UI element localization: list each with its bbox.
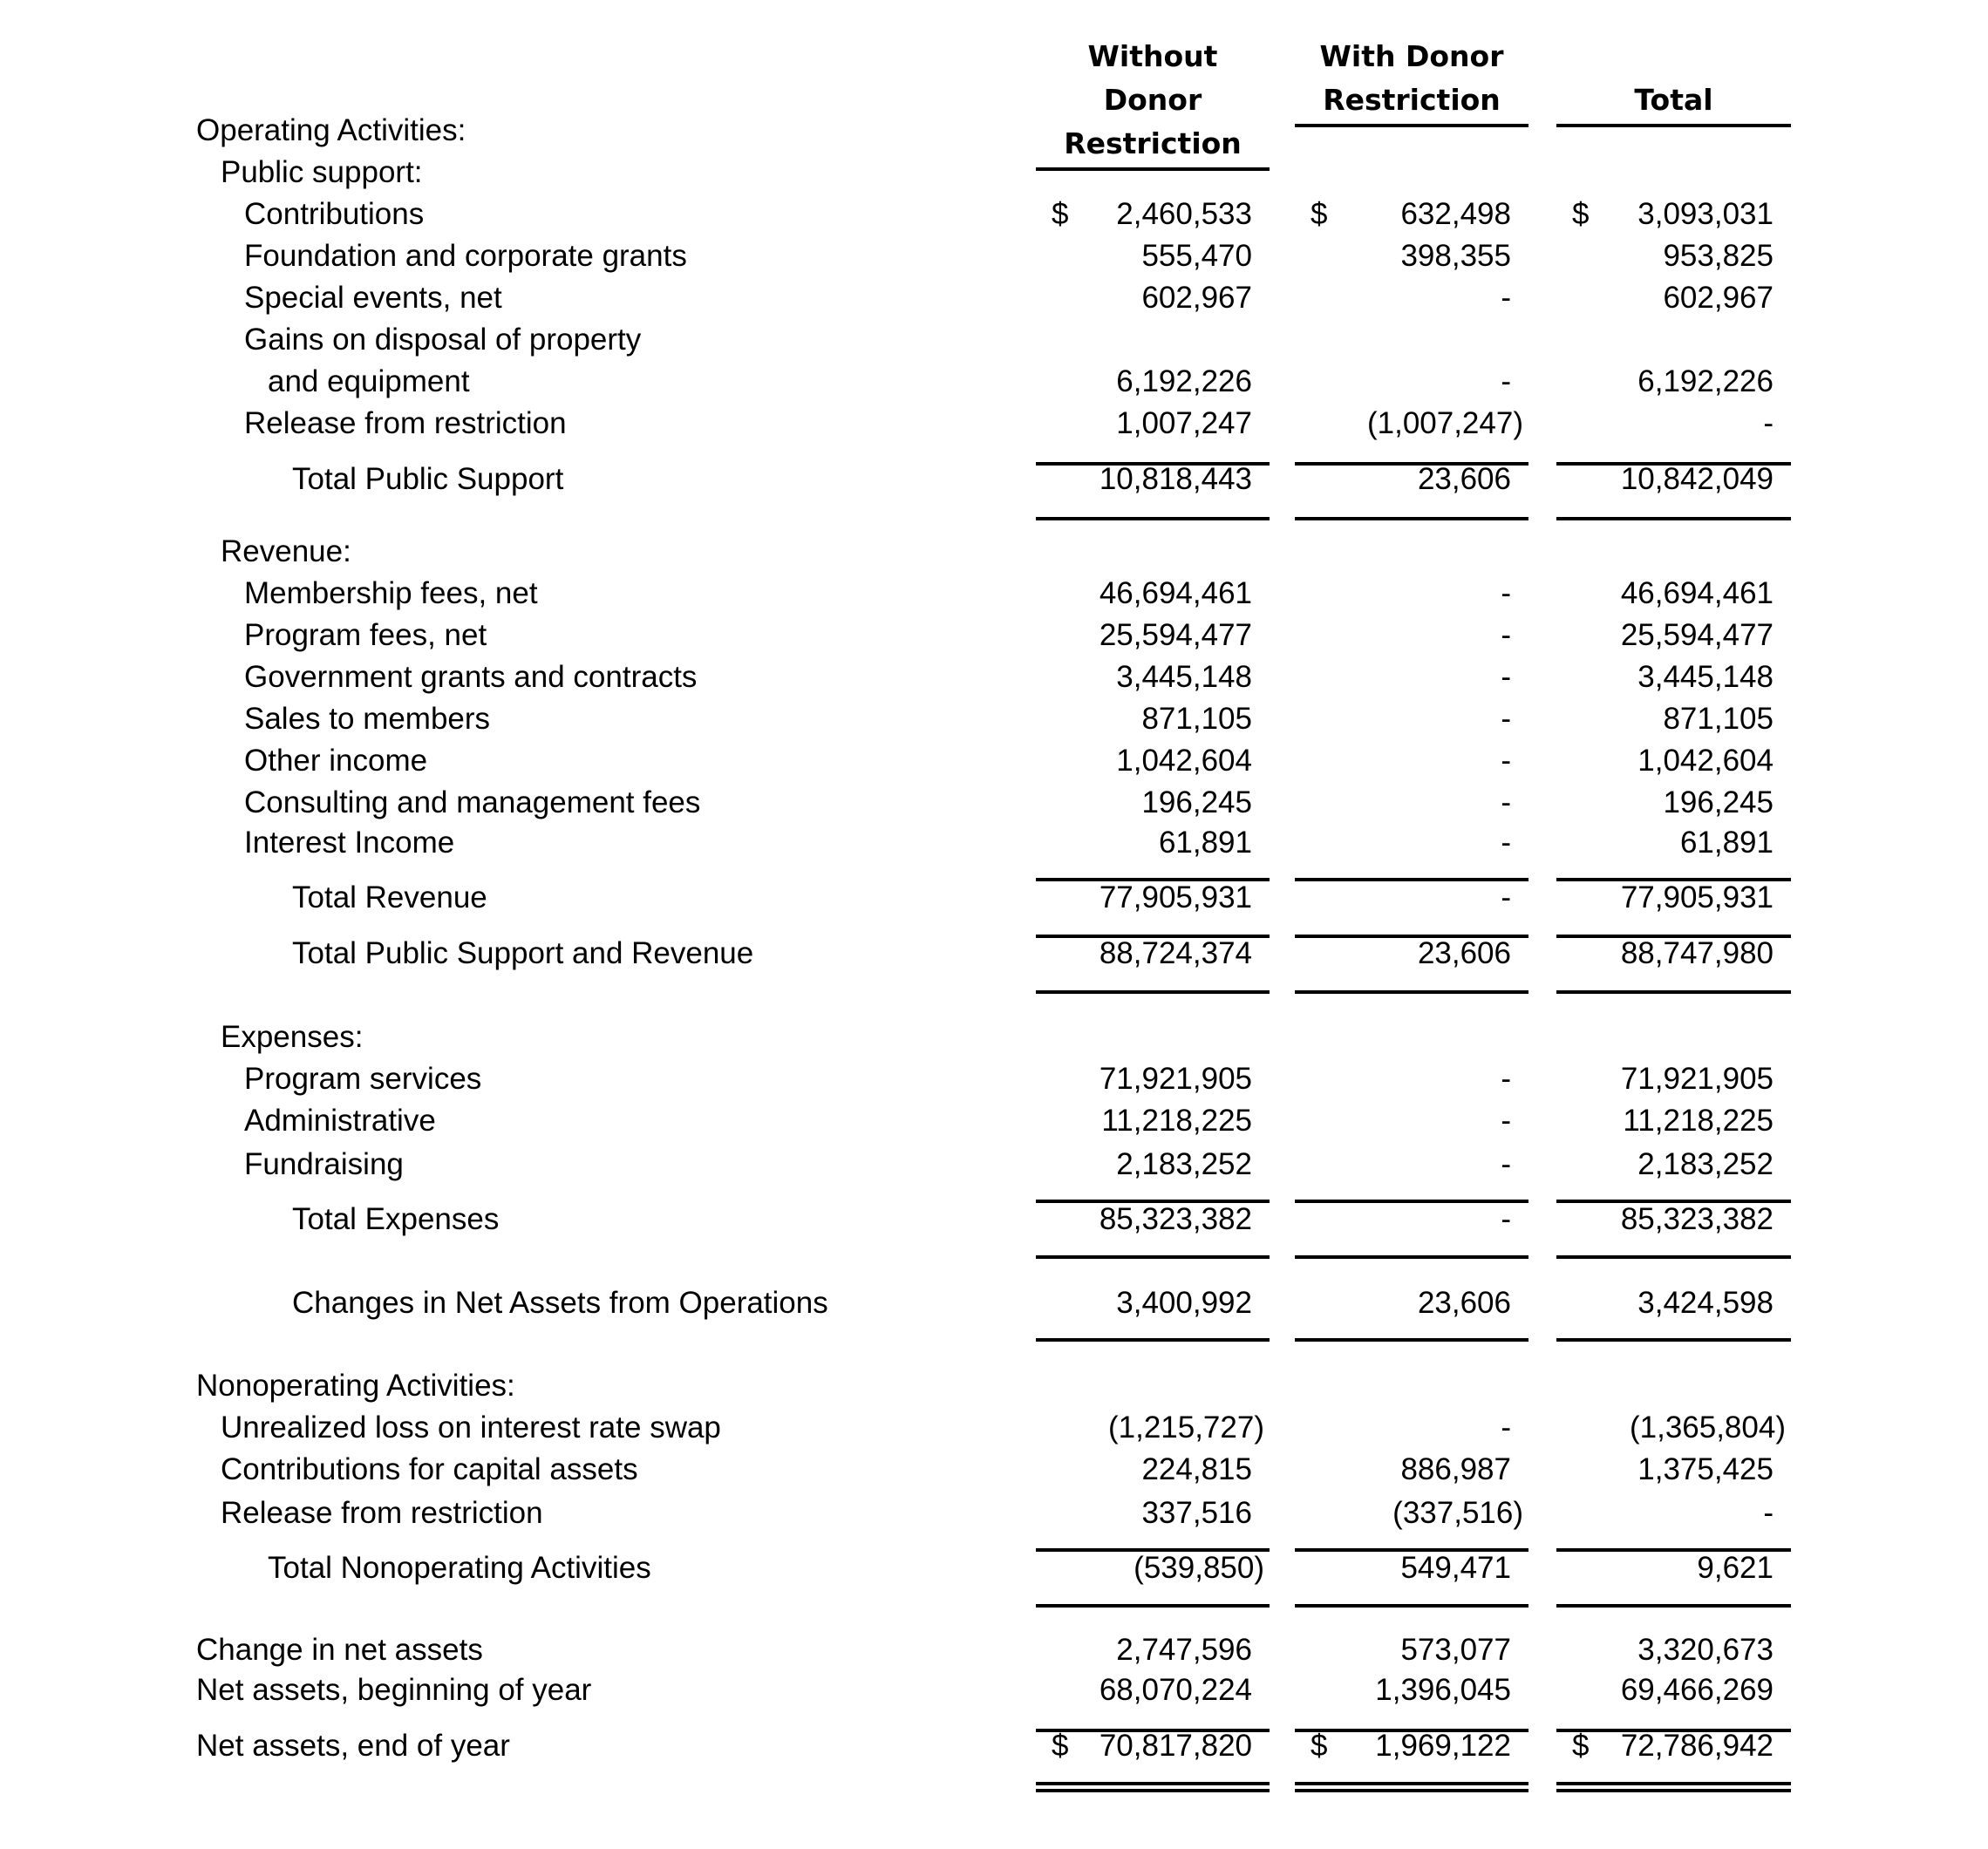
statement-row bbox=[0, 933, 1988, 975]
statement-row bbox=[0, 194, 1988, 235]
amount: 2,183,252 bbox=[1116, 1147, 1252, 1181]
statement-row bbox=[0, 1669, 1988, 1711]
amount: - bbox=[1501, 1104, 1511, 1138]
amount: 71,921,905 bbox=[1620, 1062, 1774, 1096]
statement-row bbox=[0, 1016, 1988, 1058]
amount: 3,445,148 bbox=[1116, 660, 1252, 694]
amount: 10,842,049 bbox=[1620, 462, 1774, 496]
statement-row bbox=[0, 1282, 1988, 1324]
cell-without-donor bbox=[1036, 1725, 1270, 1767]
cell-with-donor bbox=[1295, 1449, 1528, 1491]
cell-without-donor bbox=[1036, 1547, 1270, 1589]
cell-with-donor bbox=[1295, 1058, 1528, 1100]
underline bbox=[1295, 517, 1528, 520]
row-label: Fundraising bbox=[244, 1147, 404, 1181]
amount: (539,850) bbox=[1134, 1551, 1264, 1585]
statement-row bbox=[0, 1547, 1988, 1589]
row-label: Net assets, end of year bbox=[196, 1729, 510, 1763]
cell-total bbox=[1556, 1199, 1791, 1241]
amount: 77,905,931 bbox=[1620, 880, 1774, 914]
cell-with-donor bbox=[1295, 740, 1528, 782]
row-label: and equipment bbox=[268, 364, 470, 398]
amount: - bbox=[1501, 1202, 1511, 1236]
currency-symbol: $ bbox=[1572, 197, 1590, 231]
statement-row bbox=[0, 459, 1988, 500]
amount: 398,355 bbox=[1400, 239, 1511, 273]
row-label: Administrative bbox=[244, 1104, 436, 1138]
cell-with-donor bbox=[1295, 194, 1528, 235]
amount: 953,825 bbox=[1663, 239, 1774, 273]
amount: 3,320,673 bbox=[1637, 1633, 1774, 1667]
amount: (337,516) bbox=[1392, 1496, 1523, 1530]
cell-total bbox=[1556, 782, 1791, 824]
amount: 85,323,382 bbox=[1620, 1202, 1774, 1236]
amount: 6,192,226 bbox=[1116, 364, 1252, 398]
amount: - bbox=[1763, 406, 1774, 440]
underline bbox=[1036, 990, 1270, 994]
amount: - bbox=[1501, 364, 1511, 398]
amount: - bbox=[1501, 880, 1511, 914]
cell-without-donor bbox=[1036, 933, 1270, 975]
cell-with-donor bbox=[1295, 615, 1528, 656]
double-underline bbox=[1556, 1782, 1791, 1792]
amount: 1,375,425 bbox=[1637, 1452, 1774, 1486]
statement-row bbox=[0, 615, 1988, 656]
currency-symbol: $ bbox=[1052, 197, 1069, 231]
cell-without-donor bbox=[1036, 782, 1270, 824]
statement-row bbox=[0, 110, 1988, 152]
cell-with-donor bbox=[1295, 1669, 1528, 1711]
statement-row bbox=[0, 235, 1988, 277]
cell-with-donor bbox=[1295, 1144, 1528, 1186]
row-label: Release from restriction bbox=[244, 406, 567, 440]
cell-total bbox=[1556, 1282, 1791, 1324]
amount: - bbox=[1763, 1496, 1774, 1530]
cell-without-donor bbox=[1036, 1144, 1270, 1186]
column-header-line2: Restriction bbox=[1064, 126, 1242, 160]
underline bbox=[1295, 1338, 1528, 1342]
row-label: Special events, net bbox=[244, 281, 502, 315]
amount: - bbox=[1501, 281, 1511, 315]
row-label: Consulting and management fees bbox=[244, 785, 701, 819]
amount: - bbox=[1501, 702, 1511, 736]
amount: 23,606 bbox=[1417, 462, 1511, 496]
amount: 10,818,443 bbox=[1099, 462, 1252, 496]
row-label: Contributions bbox=[244, 197, 425, 231]
cell-with-donor bbox=[1295, 235, 1528, 277]
currency-symbol: $ bbox=[1311, 197, 1328, 231]
statement-row bbox=[0, 1058, 1988, 1100]
double-underline bbox=[1036, 1782, 1270, 1792]
cell-with-donor bbox=[1295, 1282, 1528, 1324]
statement-row bbox=[0, 1449, 1988, 1491]
cell-total bbox=[1556, 822, 1791, 864]
amount: 196,245 bbox=[1663, 785, 1774, 819]
amount: (1,007,247) bbox=[1366, 406, 1523, 440]
cell-total bbox=[1556, 277, 1791, 319]
amount: - bbox=[1501, 826, 1511, 860]
underline bbox=[1556, 1338, 1791, 1342]
amount: 61,891 bbox=[1679, 826, 1774, 860]
column-header-line1 bbox=[1556, 35, 1791, 78]
amount: 25,594,477 bbox=[1099, 618, 1252, 652]
cell-without-donor bbox=[1036, 877, 1270, 919]
amount: - bbox=[1501, 576, 1511, 610]
cell-with-donor bbox=[1295, 1629, 1528, 1671]
cell-total bbox=[1556, 1669, 1791, 1711]
underline bbox=[1556, 1255, 1791, 1259]
cell-without-donor bbox=[1036, 361, 1270, 403]
row-label: Program services bbox=[244, 1062, 482, 1096]
row-label: Program fees, net bbox=[244, 618, 487, 652]
cell-with-donor bbox=[1295, 698, 1528, 740]
statement-row bbox=[0, 698, 1988, 740]
amount: 25,594,477 bbox=[1620, 618, 1774, 652]
cell-with-donor bbox=[1295, 1199, 1528, 1241]
amount: 23,606 bbox=[1417, 1286, 1511, 1320]
cell-total bbox=[1556, 877, 1791, 919]
cell-total bbox=[1556, 235, 1791, 277]
cell-without-donor bbox=[1036, 1407, 1270, 1449]
row-label: Revenue: bbox=[221, 534, 351, 568]
cell-with-donor bbox=[1295, 1407, 1528, 1449]
row-label: Expenses: bbox=[221, 1020, 364, 1054]
amount: 632,498 bbox=[1400, 197, 1511, 231]
row-label: Total Nonoperating Activities bbox=[268, 1551, 651, 1585]
cell-total bbox=[1556, 656, 1791, 698]
row-label: Government grants and contracts bbox=[244, 660, 698, 694]
cell-without-donor bbox=[1036, 822, 1270, 864]
amount: - bbox=[1501, 1411, 1511, 1445]
cell-with-donor bbox=[1295, 277, 1528, 319]
cell-without-donor bbox=[1036, 235, 1270, 277]
amount: - bbox=[1501, 744, 1511, 778]
statement-row bbox=[0, 319, 1988, 361]
cell-total bbox=[1556, 1725, 1791, 1767]
amount: 88,747,980 bbox=[1620, 936, 1774, 970]
cell-total bbox=[1556, 194, 1791, 235]
statement-row bbox=[0, 531, 1988, 573]
amount: 1,042,604 bbox=[1116, 744, 1252, 778]
cell-without-donor bbox=[1036, 1669, 1270, 1711]
cell-total bbox=[1556, 1547, 1791, 1589]
amount: 2,747,596 bbox=[1116, 1633, 1252, 1667]
amount: 61,891 bbox=[1158, 826, 1252, 860]
cell-with-donor bbox=[1295, 877, 1528, 919]
row-label: Change in net assets bbox=[196, 1633, 483, 1667]
amount: 6,192,226 bbox=[1637, 364, 1774, 398]
row-label: Membership fees, net bbox=[244, 576, 538, 610]
amount: 337,516 bbox=[1141, 1496, 1252, 1530]
cell-total bbox=[1556, 459, 1791, 500]
statement-row bbox=[0, 1144, 1988, 1186]
cell-total bbox=[1556, 573, 1791, 615]
row-label: Total Public Support bbox=[292, 462, 564, 496]
amount: (1,215,727) bbox=[1107, 1411, 1264, 1445]
statement-row bbox=[0, 1407, 1988, 1449]
cell-with-donor bbox=[1295, 459, 1528, 500]
cell-with-donor bbox=[1295, 1547, 1528, 1589]
amount: 72,786,942 bbox=[1620, 1729, 1774, 1763]
row-label: Public support: bbox=[221, 155, 423, 189]
statement-row bbox=[0, 822, 1988, 864]
amount: 886,987 bbox=[1400, 1452, 1511, 1486]
amount: 3,445,148 bbox=[1637, 660, 1774, 694]
row-label: Contributions for capital assets bbox=[221, 1452, 638, 1486]
underline bbox=[1295, 990, 1528, 994]
amount: 196,245 bbox=[1141, 785, 1252, 819]
statement-row bbox=[0, 1629, 1988, 1671]
currency-symbol: $ bbox=[1052, 1729, 1069, 1763]
amount: 3,424,598 bbox=[1637, 1286, 1774, 1320]
cell-without-donor bbox=[1036, 194, 1270, 235]
row-label: Foundation and corporate grants bbox=[244, 239, 687, 273]
cell-with-donor bbox=[1295, 1725, 1528, 1767]
amount: 23,606 bbox=[1417, 936, 1511, 970]
cell-without-donor bbox=[1036, 740, 1270, 782]
row-label: Release from restriction bbox=[221, 1496, 543, 1530]
amount: 71,921,905 bbox=[1099, 1062, 1252, 1096]
amount: 2,183,252 bbox=[1637, 1147, 1774, 1181]
cell-with-donor bbox=[1295, 656, 1528, 698]
amount: 2,460,533 bbox=[1116, 197, 1252, 231]
amount: 68,070,224 bbox=[1099, 1673, 1252, 1707]
amount: 1,042,604 bbox=[1637, 744, 1774, 778]
amount: 871,105 bbox=[1141, 702, 1252, 736]
statement-row bbox=[0, 877, 1988, 919]
amount: 1,396,045 bbox=[1375, 1673, 1511, 1707]
cell-with-donor bbox=[1295, 1492, 1528, 1534]
double-underline bbox=[1295, 1782, 1528, 1792]
cell-with-donor bbox=[1295, 822, 1528, 864]
cell-total bbox=[1556, 698, 1791, 740]
cell-total bbox=[1556, 403, 1791, 445]
row-label: Total Revenue bbox=[292, 880, 487, 914]
amount: 573,077 bbox=[1400, 1633, 1511, 1667]
currency-symbol: $ bbox=[1311, 1729, 1328, 1763]
underline bbox=[1556, 1604, 1791, 1608]
cell-without-donor bbox=[1036, 1199, 1270, 1241]
amount: 1,969,122 bbox=[1375, 1729, 1511, 1763]
amount: 69,466,269 bbox=[1620, 1673, 1774, 1707]
column-header-line2: Restriction bbox=[1323, 83, 1501, 117]
statement-row bbox=[0, 1100, 1988, 1142]
statement-row bbox=[0, 573, 1988, 615]
amount: - bbox=[1501, 618, 1511, 652]
cell-total bbox=[1556, 615, 1791, 656]
amount: - bbox=[1501, 1062, 1511, 1096]
cell-total bbox=[1556, 1407, 1791, 1449]
amount: - bbox=[1501, 660, 1511, 694]
cell-total bbox=[1556, 1144, 1791, 1186]
underline bbox=[1036, 517, 1270, 520]
cell-without-donor bbox=[1036, 615, 1270, 656]
amount: 602,967 bbox=[1663, 281, 1774, 315]
cell-with-donor bbox=[1295, 1100, 1528, 1142]
row-label: Operating Activities: bbox=[196, 113, 466, 147]
row-label: Interest Income bbox=[244, 826, 455, 860]
cell-without-donor bbox=[1036, 1100, 1270, 1142]
cell-with-donor bbox=[1295, 361, 1528, 403]
statement-row bbox=[0, 1365, 1988, 1407]
amount: (1,365,804) bbox=[1629, 1411, 1786, 1445]
statement-row bbox=[0, 361, 1988, 403]
row-label: Nonoperating Activities: bbox=[196, 1369, 515, 1403]
cell-total bbox=[1556, 1629, 1791, 1671]
cell-without-donor bbox=[1036, 1629, 1270, 1671]
amount: 70,817,820 bbox=[1099, 1729, 1252, 1763]
statement-row bbox=[0, 152, 1988, 194]
amount: 85,323,382 bbox=[1099, 1202, 1252, 1236]
cell-without-donor bbox=[1036, 1449, 1270, 1491]
amount: - bbox=[1501, 785, 1511, 819]
underline bbox=[1036, 1604, 1270, 1608]
cell-total bbox=[1556, 1492, 1791, 1534]
column-header-line1: With Donor bbox=[1319, 39, 1504, 73]
statement-row bbox=[0, 277, 1988, 319]
row-label: Gains on disposal of property bbox=[244, 323, 642, 357]
statement-row bbox=[0, 403, 1988, 445]
row-label: Total Public Support and Revenue bbox=[292, 936, 754, 970]
cell-with-donor bbox=[1295, 403, 1528, 445]
row-label: Net assets, beginning of year bbox=[196, 1673, 592, 1707]
column-header-line1: Without Donor bbox=[1087, 39, 1218, 117]
cell-total bbox=[1556, 1449, 1791, 1491]
cell-total bbox=[1556, 1058, 1791, 1100]
underline bbox=[1556, 517, 1791, 520]
cell-without-donor bbox=[1036, 277, 1270, 319]
statement-row bbox=[0, 656, 1988, 698]
cell-without-donor bbox=[1036, 459, 1270, 500]
statement-row bbox=[0, 740, 1988, 782]
amount: 1,007,247 bbox=[1116, 406, 1252, 440]
underline bbox=[1036, 1338, 1270, 1342]
amount: 77,905,931 bbox=[1099, 880, 1252, 914]
row-label: Changes in Net Assets from Operations bbox=[292, 1286, 828, 1320]
cell-with-donor bbox=[1295, 782, 1528, 824]
row-label: Unrealized loss on interest rate swap bbox=[221, 1411, 721, 1445]
amount: 3,093,031 bbox=[1637, 197, 1774, 231]
statement-row bbox=[0, 1492, 1988, 1534]
cell-with-donor bbox=[1295, 573, 1528, 615]
underline bbox=[1295, 1255, 1528, 1259]
amount: 46,694,461 bbox=[1099, 576, 1252, 610]
underline bbox=[1036, 1255, 1270, 1259]
column-header-line2: Total bbox=[1634, 83, 1713, 117]
amount: - bbox=[1501, 1147, 1511, 1181]
cell-with-donor bbox=[1295, 933, 1528, 975]
amount: 11,218,225 bbox=[1101, 1104, 1252, 1138]
amount: 871,105 bbox=[1663, 702, 1774, 736]
cell-without-donor bbox=[1036, 656, 1270, 698]
amount: 9,621 bbox=[1697, 1551, 1774, 1585]
cell-total bbox=[1556, 361, 1791, 403]
statement-row bbox=[0, 1725, 1988, 1767]
row-label: Sales to members bbox=[244, 702, 491, 736]
amount: 46,694,461 bbox=[1620, 576, 1774, 610]
cell-without-donor bbox=[1036, 698, 1270, 740]
underline bbox=[1556, 990, 1791, 994]
statement-row bbox=[0, 782, 1988, 824]
amount: 555,470 bbox=[1141, 239, 1252, 273]
cell-total bbox=[1556, 933, 1791, 975]
amount: 11,218,225 bbox=[1623, 1104, 1774, 1138]
cell-total bbox=[1556, 1100, 1791, 1142]
amount: 602,967 bbox=[1141, 281, 1252, 315]
cell-without-donor bbox=[1036, 1282, 1270, 1324]
currency-symbol: $ bbox=[1572, 1729, 1590, 1763]
statement-row bbox=[0, 1199, 1988, 1241]
underline bbox=[1295, 1604, 1528, 1608]
amount: 3,400,992 bbox=[1116, 1286, 1252, 1320]
cell-without-donor bbox=[1036, 1492, 1270, 1534]
row-label: Total Expenses bbox=[292, 1202, 500, 1236]
row-label: Other income bbox=[244, 744, 428, 778]
cell-without-donor bbox=[1036, 1058, 1270, 1100]
amount: 224,815 bbox=[1141, 1452, 1252, 1486]
amount: 549,471 bbox=[1400, 1551, 1511, 1585]
cell-total bbox=[1556, 740, 1791, 782]
amount: 88,724,374 bbox=[1099, 936, 1252, 970]
cell-without-donor bbox=[1036, 573, 1270, 615]
cell-without-donor bbox=[1036, 403, 1270, 445]
